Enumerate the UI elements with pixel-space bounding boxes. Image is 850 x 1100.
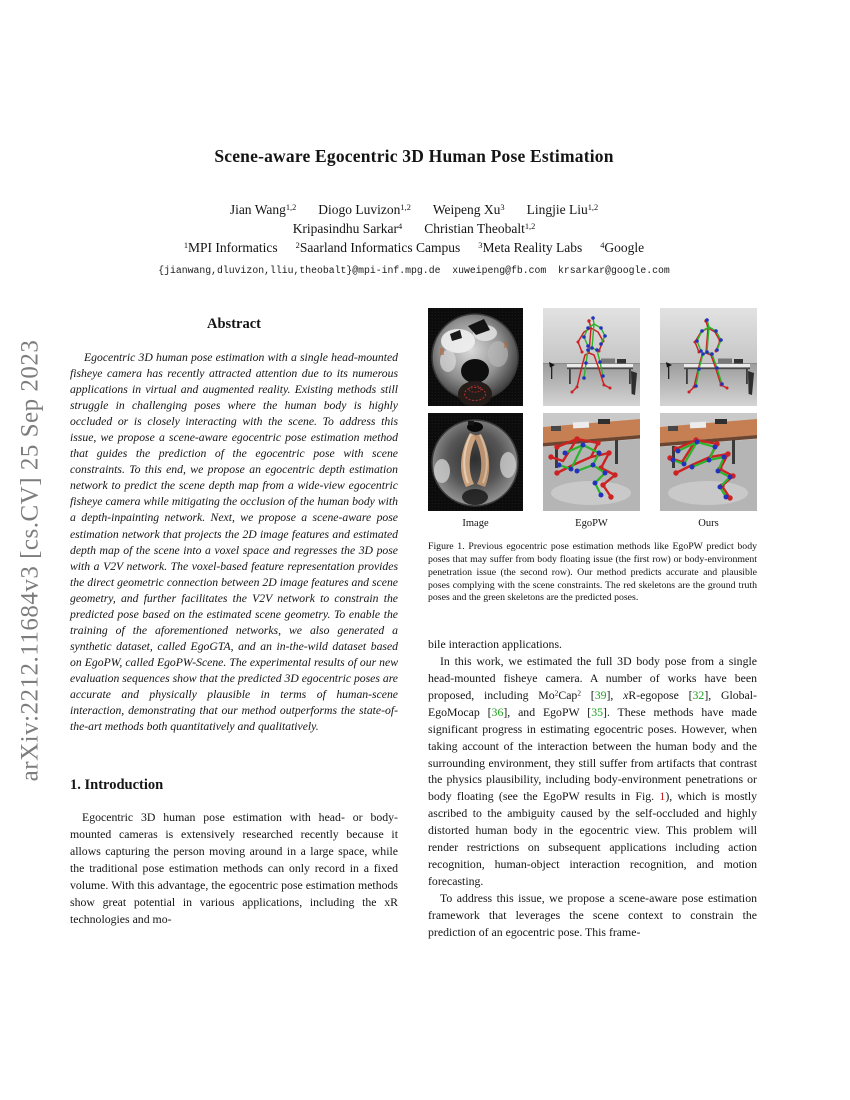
affiliation: $^2$Saarland Informatics Campus [295,240,461,255]
abstract-text: Egocentric 3D human pose estimation with a single head-mounted fisheye camera has recently attracted attention due to its numerous applications in virtual and augmented reality. Existing methods still struggle in challenging poses where the human body is highly occluded or is closely interacting with the scene. To address this issue, we propose a scene-aware egocentric pose estimation method that guides the prediction of the egocentric pose with scene constraints. To this end, we propose an egocentric depth estimation network to predict the scene depth map from a wide-view egocentric fisheye camera while mitigating the occlusion of the human body with a depth-inpainting network. Next, we propose a scene-aware pose estimation network that projects the 2D image features and estimated depth map of the scene into a voxel space and regresses the 3D pose with a V2V network. The voxel-based feature representation provides the direct geometric connection between 2D image features and scene geometry, and further facilitates the V2V network to constrain the predicted pose based on the estimated scene geometry. To enable the training of the aforementioned networks, we also generated a synthetic dataset, called EgoGTA, and an in-the-wild dataset based on EgoPW, called EgoPW-Scene. The experimental results of our new evaluation sequences show that the predicted 3D egocentric poses are accurate and physically plausible in terms of human-scene interaction, demonstrating that our method outperforms the state-of-the-art methods both quantitatively and qualitatively. [70,351,398,734]
figure-label-egopw: EgoPW [575,518,608,529]
citation-ref: 32 [692,687,705,702]
introduction-heading: 1. Introduction [70,777,164,794]
figure-row-2 [428,413,757,511]
right-paragraph-related-work: In this work, we estimated the full 3D body pose from a single head-mounted fisheye camera. A number of works have been proposed, including Mo$^2$Cap$^2$ [39], xR-egopose [32], Global-EgoMocap [36], and EgoPW [35]. These methods have made significant progress in estimating egocentric poses. However, when taking account of the interaction between the human body and the surrounding environment, they still suffer from artifacts that contrast the physics plausibility, including body-environment penetrations or body floating (see the EgoPW results in Fig. 1), which is mostly ascribed to the ambiguity caused by the self-occluded and highly distorted human body in the egocentric view. This problem will render restrictions on subsequent applications including action recognition, human-object interaction recognition, and motion forecasting. [428,654,758,888]
figure-ref: 1 [659,789,666,804]
egopw-pose-image-row1 [543,308,640,406]
paper-header [70,146,758,276]
ours-pose-image-row2 [660,413,757,511]
fisheye-camera-image-row2 [428,413,523,511]
paper-title: Scene-aware Egocentric 3D Human Pose Estimation [214,146,614,166]
author-name: Weipeng Xu$^3$ [432,202,505,217]
figure-row-1 [428,308,757,406]
author-name: Kripasindhu Sarkar$^4$ [292,221,403,236]
ours-pose-image-row1 [660,308,757,406]
figure-column-labels [428,518,757,529]
author-name: Diogo Luvizon$^{1,2}$ [318,202,411,217]
author-name: Lingjie Liu$^{1,2}$ [526,202,599,217]
figure-1 [428,308,757,605]
introduction-paragraph: Egocentric 3D human pose estimation with head- or body-mounted cameras is extensively researched recently because it allows capturing the person moving around in a large space, while the traditional pose estimation methods can only record in a fixed volume. With this advantage, the egocentric pose estimation methods show great potential in various applications, including the xR technologies and mo- [70,810,398,926]
right-paragraph-continuation: bile interaction applications. [428,637,562,652]
right-column [428,308,757,941]
affiliation: $^3$Meta Reality Labs [478,240,583,255]
citation-ref: 35 [591,704,604,719]
author-name: Jian Wang$^{1,2}$ [229,202,297,217]
arxiv-watermark: arXiv:2212.11684v3 [cs.CV] 25 Sep 2023 [16,339,44,782]
right-paragraph-proposal: To address this issue, we propose a scene-aware pose estimation framework that leverages the scene context to constrain the prediction of an egocentric pose. This frame- [428,890,757,939]
author-name: Christian Theobalt$^{1,2}$ [424,221,536,236]
citation-ref: 39 [594,687,607,702]
fisheye-camera-image-row1 [428,308,523,406]
affiliations-line [70,238,758,257]
affiliation: $^1$MPI Informatics [183,240,278,255]
author-line-1 [70,200,758,219]
affiliation: $^4$Google [600,240,645,255]
figure-label-ours: Ours [698,518,719,529]
figure-1-caption: Figure 1. Previous egocentric pose estimation methods like EgoPW predict body poses that may suffer from body floating issue (the first row) or body-environment penetration issue (the second row). Our method predicts accurate and plausible poses complying with the scene constraints. The red skeletons are the ground truth poses and the green skeletons are the predicted poses. [428,541,757,604]
emails-line: {jianwang,dluvizon,lliu,theobalt}@mpi-inf.mpg.de xuweipeng@fb.com krsarkar@google.com [158,265,670,276]
citation-ref: 36 [491,704,504,719]
left-column [70,305,398,927]
author-line-2 [70,219,758,238]
egopw-pose-image-row2 [543,413,640,511]
figure-label-image: Image [462,518,489,529]
abstract-heading: Abstract [207,316,261,332]
